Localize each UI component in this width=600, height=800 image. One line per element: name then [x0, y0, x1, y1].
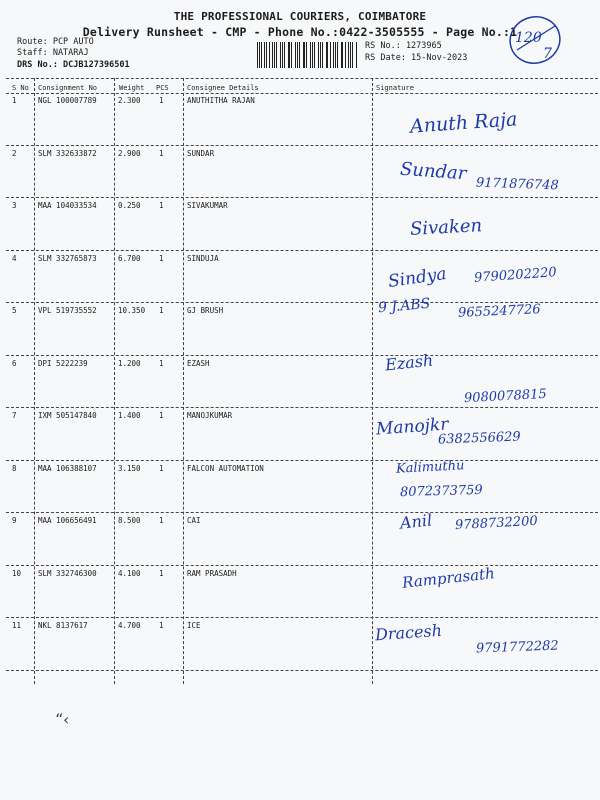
row-consignee: FALCON AUTOMATION: [187, 463, 264, 473]
row-consignment-no: NGL 100007789: [38, 96, 97, 105]
row-consignment-no: MAA 106388107: [38, 463, 97, 473]
row-pcs: 1: [159, 96, 164, 105]
barcode-bar: [310, 42, 311, 68]
row-sno: 9: [12, 516, 17, 525]
row-signature: Ezash: [384, 350, 435, 374]
row-sno: 1: [12, 96, 17, 105]
row-phone: 9171876748: [475, 175, 559, 193]
col-divider: [114, 78, 115, 684]
route-label: Route: PCP AUTO: [17, 37, 94, 47]
handwritten-stamp: [505, 12, 569, 66]
row-pcs: 1: [159, 463, 164, 473]
row-pcs: 1: [159, 253, 164, 263]
row-phone: 9788732200: [454, 513, 539, 534]
row-consignment-no: SLM 332746300: [38, 568, 97, 578]
row-sno: 8: [12, 463, 17, 473]
barcode-bar: [337, 42, 338, 68]
staff-label: Staff: NATARAJ: [17, 48, 89, 58]
barcode-bar: [327, 42, 328, 68]
barcode-bar: [306, 42, 307, 68]
col-divider: [372, 78, 373, 684]
barcode-bar: [291, 42, 292, 68]
row-consignee: RAM PRASADH: [187, 568, 237, 578]
row-divider: [6, 355, 598, 356]
row-weight: 1.200: [118, 358, 141, 368]
barcode: [257, 42, 357, 68]
drs-number: DRS No.: DCJB127396501: [17, 60, 130, 70]
rs-date: RS Date: 15-Nov-2023: [365, 53, 468, 63]
row-consignment-no: SLM 332633872: [38, 148, 97, 158]
row-divider: [6, 512, 598, 513]
row-signature: Dracesh: [374, 620, 443, 645]
row-divider: [6, 617, 598, 618]
row-sno: 7: [12, 411, 17, 420]
row-signature: 9 J.ABS: [377, 295, 431, 317]
row-divider: [6, 407, 598, 408]
row-consignment-no: SLM 332765873: [38, 253, 97, 263]
row-consignment-no: VPL 519735552: [38, 306, 97, 315]
row-weight: 3.150: [118, 463, 141, 473]
row-consignee: GJ BRUSH: [187, 306, 224, 315]
row-consignment-no: NKL 8137617: [38, 621, 88, 630]
row-pcs: 1: [159, 201, 164, 210]
barcode-bar: [318, 42, 319, 68]
row-consignment-no: DPI 5222239: [38, 358, 88, 368]
row-signature: Sivaken: [409, 215, 483, 240]
col-header-signature: Signature: [376, 84, 414, 92]
row-consignee: ANUTHITHA RAJAN: [187, 96, 255, 105]
row-phone: 9080078815: [463, 386, 548, 406]
row-weight: 4.100: [118, 568, 141, 578]
row-phone: 9790202220: [473, 264, 558, 286]
row-signature: Sindya: [386, 263, 448, 292]
header-bottom-rule: [6, 93, 598, 94]
row-signature: Anuth Raja: [409, 108, 519, 138]
table-top-rule: [6, 78, 598, 79]
row-phone: 9655247726: [457, 302, 542, 321]
row-pcs: 1: [159, 621, 164, 630]
row-signature: Manojkr: [375, 414, 450, 440]
col-header-consignment: Consignment No: [38, 84, 98, 92]
row-weight: 1.400: [118, 411, 141, 420]
row-divider: [6, 565, 598, 566]
row-pcs: 1: [159, 568, 164, 578]
barcode-bar: [272, 42, 273, 68]
barcode-bar: [257, 42, 258, 68]
barcode-bar: [264, 42, 265, 68]
barcode-bar: [276, 42, 277, 68]
row-divider: [6, 145, 598, 146]
row-phone: 8072373759: [399, 482, 483, 500]
row-divider: [6, 460, 598, 461]
row-sno: 11: [12, 621, 22, 630]
row-divider: [6, 250, 598, 251]
pen-mark: “‹: [55, 710, 70, 729]
row-consignee: SUNDAR: [187, 148, 215, 158]
col-divider: [183, 78, 184, 684]
company-title: THE PROFESSIONAL COURIERS, COIMBATORE: [173, 10, 427, 23]
row-pcs: 1: [159, 306, 164, 315]
barcode-bar: [322, 42, 323, 68]
row-consignee: CAI: [187, 516, 201, 525]
row-consignee: MANOJKUMAR: [187, 411, 233, 420]
row-weight: 2.300: [118, 96, 141, 105]
row-weight: 6.700: [118, 253, 141, 263]
col-header-sno: S No: [12, 84, 29, 92]
col-header-consignee: Consignee Details: [187, 84, 259, 92]
row-signature: Anil: [399, 510, 433, 533]
row-weight: 2.900: [118, 148, 141, 158]
row-sno: 10: [12, 568, 22, 578]
row-pcs: 1: [159, 148, 164, 158]
row-pcs: 1: [159, 358, 164, 368]
barcode-bar: [345, 42, 346, 68]
row-consignment-no: IXM 505147840: [38, 411, 97, 420]
row-weight: 4.700: [118, 621, 141, 630]
row-pcs: 1: [159, 516, 164, 525]
row-weight: 10.350: [118, 306, 146, 315]
col-header-weight: Weight: [119, 84, 145, 92]
stamp-top-text: 120: [515, 30, 542, 46]
row-sno: 3: [12, 201, 17, 210]
row-consignee: ICE: [187, 621, 201, 630]
row-signature: Sundar: [399, 158, 468, 184]
row-phone: 6382556629: [437, 429, 521, 448]
row-sno: 5: [12, 306, 17, 315]
row-divider: [6, 670, 598, 671]
row-consignee: SIVAKUMAR: [187, 201, 228, 210]
row-divider: [6, 197, 598, 198]
col-header-pcs: PCS: [156, 84, 169, 92]
row-weight: 8.500: [118, 516, 141, 525]
stamp-bottom-text: 7: [543, 46, 552, 62]
col-divider: [34, 78, 35, 684]
row-consignee: EZASH: [187, 358, 210, 368]
row-phone: 9791772282: [475, 638, 559, 657]
rs-number: RS No.: 1273965: [365, 41, 442, 51]
row-sno: 4: [12, 253, 17, 263]
row-sno: 6: [12, 358, 17, 368]
runsheet-title: Delivery Runsheet - CMP - Phone No.:0422-3505555 - Page No.:1: [82, 25, 518, 39]
row-signature: Kalimuthu: [395, 457, 465, 477]
row-signature: Ramprasath: [401, 563, 496, 592]
row-weight: 0.250: [118, 201, 141, 210]
row-consignee: SINDUJA: [187, 253, 219, 263]
row-sno: 2: [12, 148, 17, 158]
row-consignment-no: MAA 104033534: [38, 201, 97, 210]
row-consignment-no: MAA 106656491: [38, 516, 97, 525]
row-pcs: 1: [159, 411, 164, 420]
